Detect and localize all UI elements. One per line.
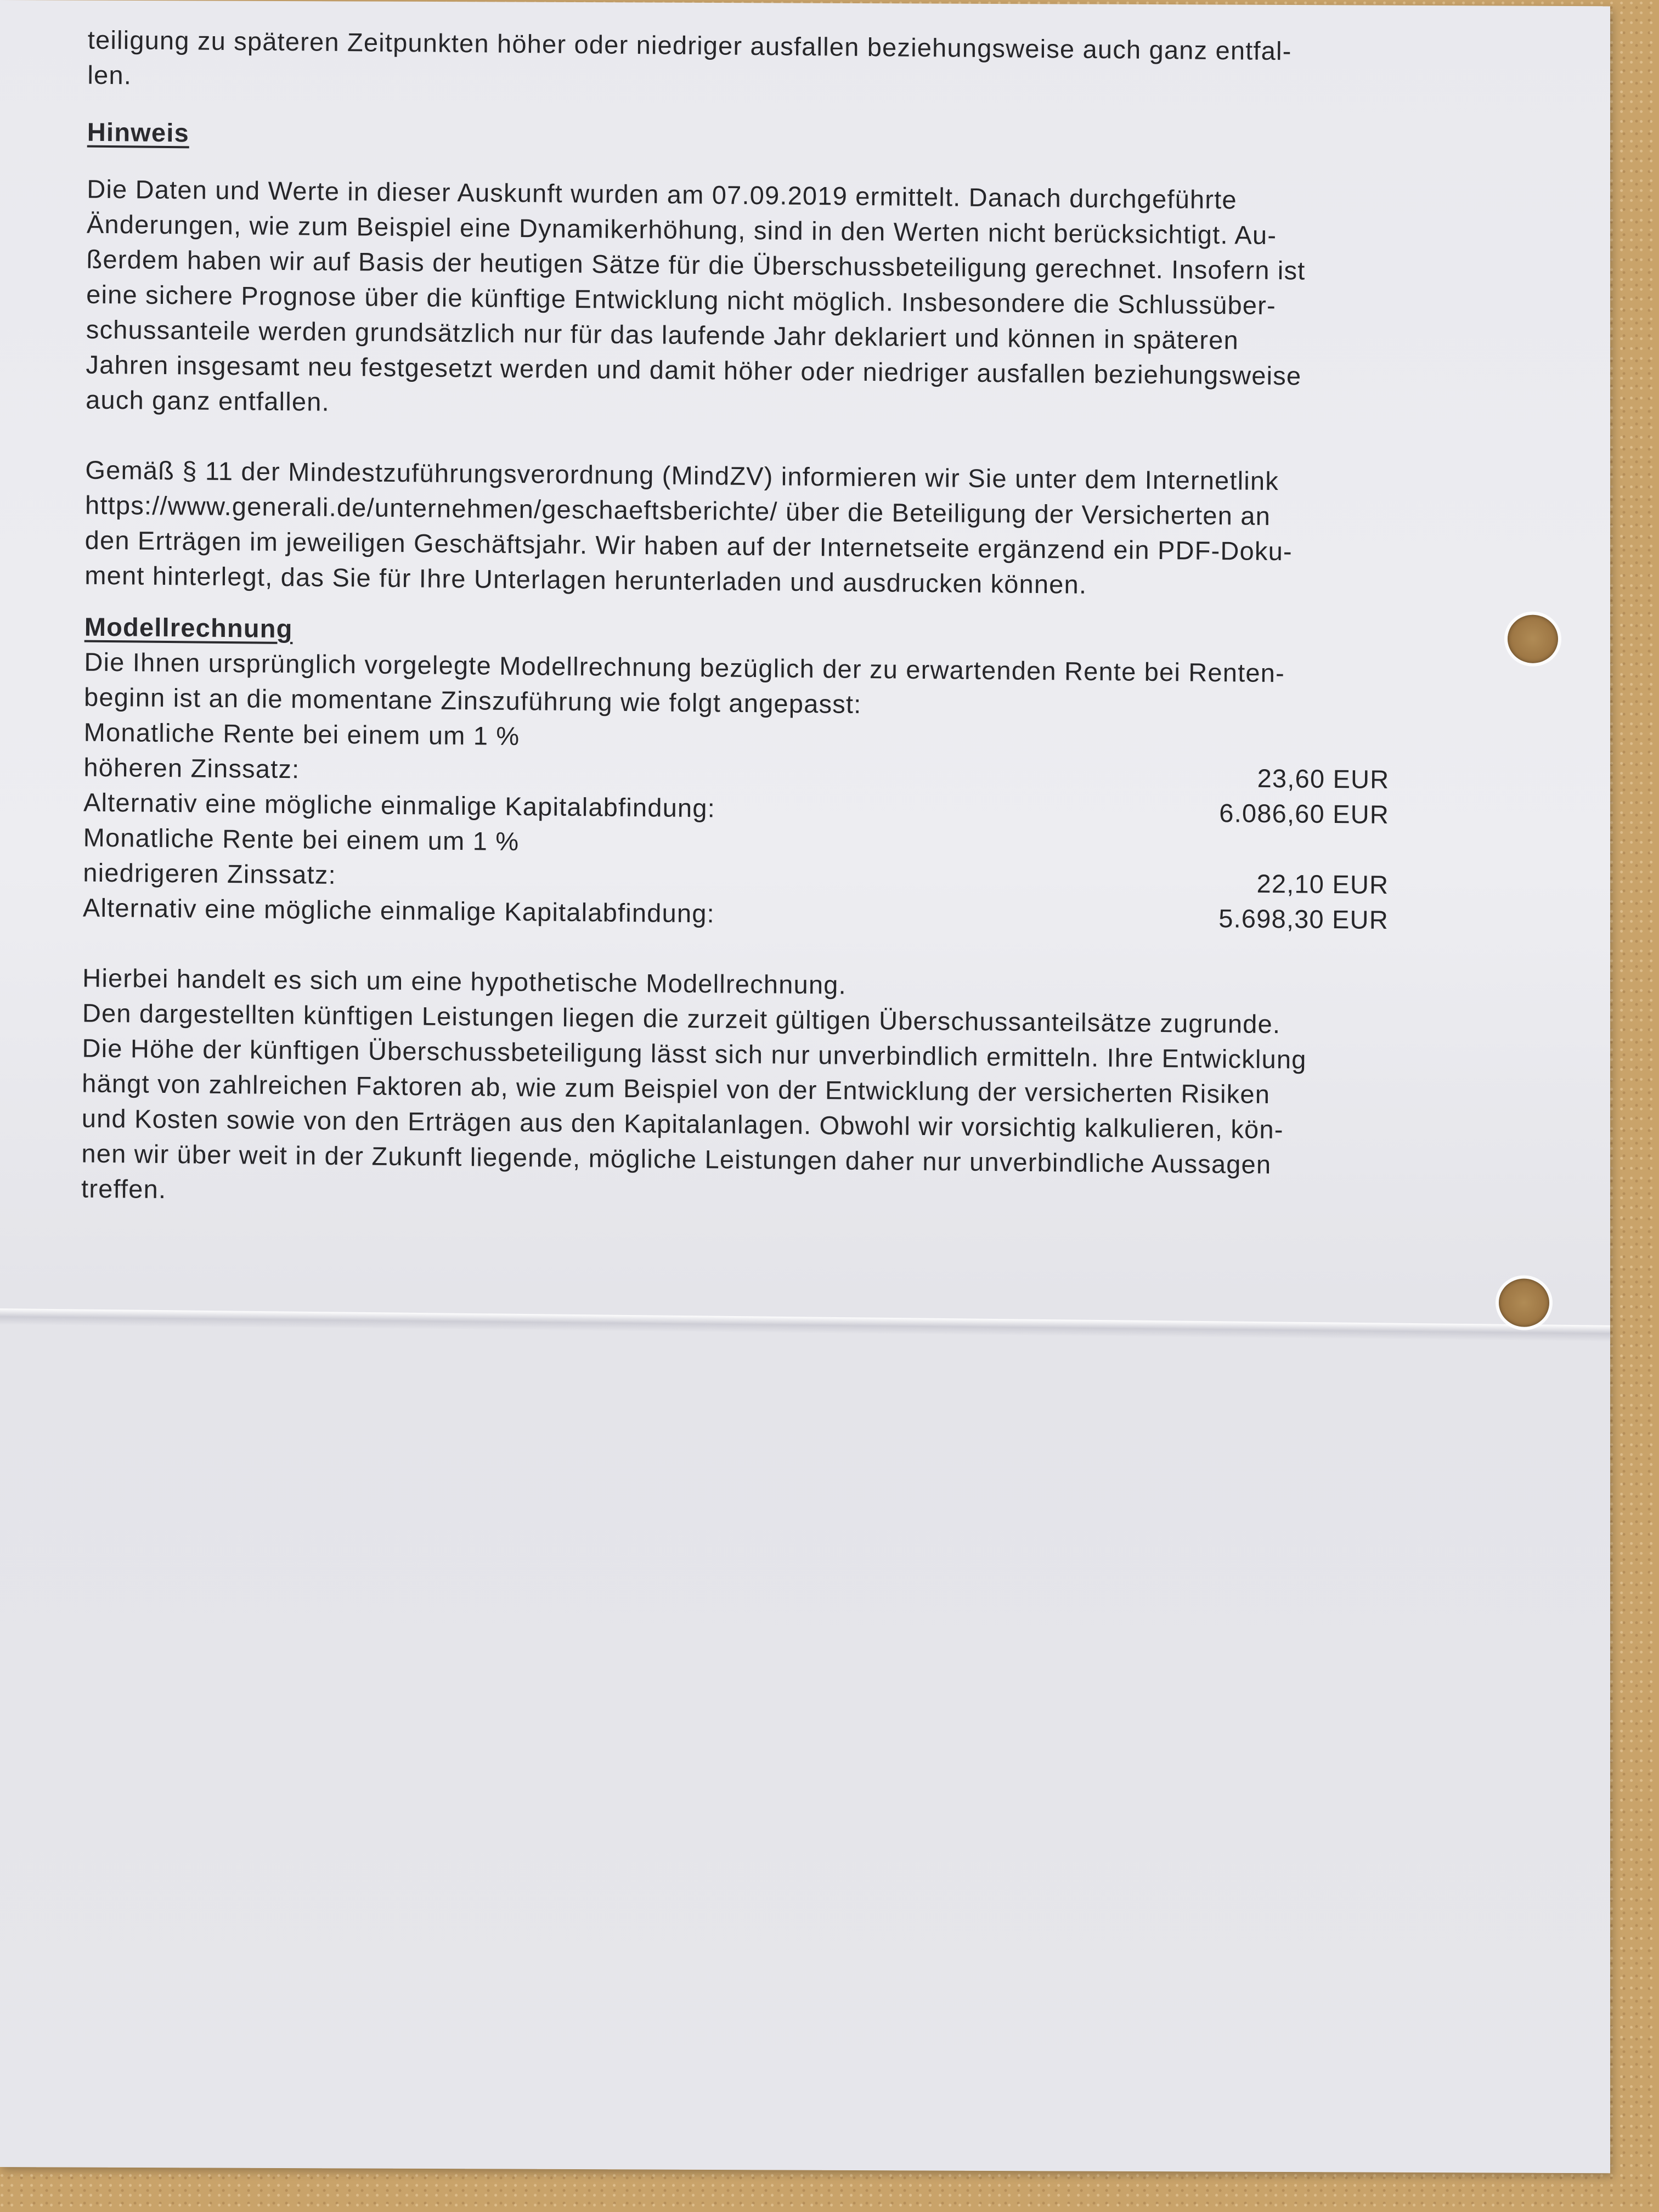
hypo-line: Hierbei handelt es sich um eine hypothetische Modellrechnung. <box>82 963 847 1000</box>
lower-kapital-amount: 5.698,30 EUR <box>1218 904 1389 934</box>
paper-fold <box>0 1308 1610 1342</box>
hypo-line: nen wir über weit in der Zukunft liegende, mögliche Leistungen daher nur unverbindliche Aussagen <box>81 1138 1272 1179</box>
hypo-line: Die Höhe der künftigen Überschussbeteiligung lässt sich nur unverbindlich ermitteln. Ihre Entwicklung <box>82 1033 1307 1074</box>
intro-paragraph <box>87 22 1459 106</box>
higher-kapital-amount: 6.086,60 EUR <box>1219 798 1390 829</box>
lower-kapital-label: Alternativ eine mögliche einmalige Kapitalabfindung: <box>82 893 715 928</box>
hypo-line: hängt von zahlreichen Faktoren ab, wie zum Beispiel von der Entwicklung der versicherten Risiken <box>82 1068 1271 1109</box>
hinweis-line: Jahren insgesamt neu festgesetzt werden und damit höher oder niedriger ausfallen beziehungsweise <box>86 349 1302 391</box>
hypo-line: treffen. <box>81 1173 167 1204</box>
modell-section <box>83 645 1456 939</box>
hypo-line: Den dargestellten künftigen Leistungen liegen die zurzeit gültigen Überschussanteilsätze zugrunde. <box>82 998 1281 1039</box>
mindzv-line: Gemäß § 11 der Mindestzuführungsverordnung (MindZV) informieren wir Sie unter dem Internetlink <box>85 455 1279 496</box>
lower-rente-amount: 22,10 EUR <box>1256 868 1389 899</box>
mindzv-line: den Erträgen im jeweiligen Geschäftsjahr. Wir haben auf der Internetseite ergänzend ein PDF-Doku- <box>84 525 1293 566</box>
hinweis-line: Änderungen, wie zum Beispiel eine Dynamikerhöhung, sind in den Werten nicht berücksichtigt. Au- <box>86 209 1277 250</box>
mindzv-paragraph <box>84 453 1457 606</box>
intro-line: len. <box>87 60 132 90</box>
higher-rente-amount: 23,60 EUR <box>1257 763 1390 794</box>
modell-heading: Modellrechnung <box>84 612 293 644</box>
hinweis-line: ßerdem haben wir auf Basis der heutigen Sätze für die Überschussbeteiligung gerechnet. Insofern ist <box>86 244 1306 285</box>
punch-hole-top <box>1508 615 1558 663</box>
hypo-line: und Kosten sowie von den Erträgen aus den Kapitalanlagen. Obwohl wir vorsichtig kalkulieren, kön- <box>81 1103 1284 1144</box>
document-content <box>81 22 1459 1254</box>
hinweis-line: Die Daten und Werte in dieser Auskunft wurden am 07.09.2019 ermittelt. Danach durchgeführte <box>87 174 1237 215</box>
lower-rate-label-2: niedrigeren Zinssatz: <box>83 857 336 889</box>
higher-rate-label: Monatliche Rente bei einem um 1 % <box>83 717 520 751</box>
mindzv-link-line: https://www.generali.de/unternehmen/geschaeftsberichte/ über die Beteiligung der Versicherten an <box>84 490 1271 531</box>
hinweis-line: eine sichere Prognose über die künftige Entwicklung nicht möglich. Insbesondere die Schlussüber- <box>86 279 1277 320</box>
punch-hole-bottom <box>1499 1278 1549 1327</box>
hinweis-line: schussanteile werden grundsätzlich nur für das laufende Jahr deklariert und können in späteren <box>86 314 1239 355</box>
higher-rate-label-2: höheren Zinssatz: <box>83 752 300 784</box>
hypothetical-paragraph <box>81 961 1454 1220</box>
modell-intro-line: Die Ihnen ursprünglich vorgelegte Modellrechnung bezüglich der zu erwartenden Rente bei Renten- <box>84 647 1285 688</box>
hinweis-heading: Hinweis <box>87 117 190 148</box>
higher-kapital-label: Alternativ eine mögliche einmalige Kapitalabfindung: <box>83 787 716 823</box>
modell-intro-line: beginn ist an die momentane Zinszuführung wie folgt angepasst: <box>83 682 862 719</box>
intro-line: teiligung zu späteren Zeitpunkten höher oder niedriger ausfallen beziehungsweise auch ganz entfal- <box>87 25 1292 66</box>
lower-rate-label: Monatliche Rente bei einem um 1 % <box>83 822 520 856</box>
mindzv-line: ment hinterlegt, das Sie für Ihre Unterlagen herunterladen und ausdrucken können. <box>84 560 1087 599</box>
hinweis-line: auch ganz entfallen. <box>86 385 330 416</box>
hinweis-paragraph <box>86 172 1458 431</box>
